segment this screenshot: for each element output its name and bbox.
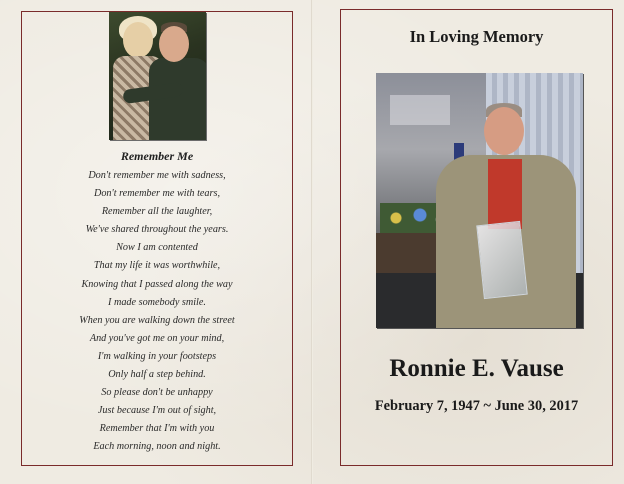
poem-line: We've shared throughout the years. bbox=[85, 224, 229, 236]
poem-line: Each morning, noon and night. bbox=[93, 441, 221, 453]
center-fold bbox=[311, 0, 313, 484]
poem-line: That my life it was worthwhile, bbox=[93, 260, 221, 272]
poem-line: I made somebody smile. bbox=[108, 296, 206, 308]
poem-line: So please don't be unhappy bbox=[101, 387, 213, 399]
poem-line: Now I am contented bbox=[116, 242, 198, 254]
poem-line: Don't remember me with tears, bbox=[93, 188, 220, 200]
poem-line: Just because I'm out of sight, bbox=[97, 405, 217, 417]
poem-line: Remember that I'm with you bbox=[99, 423, 215, 435]
poem-line: When you are walking down the street bbox=[79, 314, 235, 326]
poem-title: Remember Me bbox=[120, 149, 194, 163]
poem-line: Only half a step behind. bbox=[108, 369, 206, 381]
poem-line: I'm walking in your footsteps bbox=[97, 350, 217, 362]
poem-text bbox=[22, 167, 292, 457]
poem-line: And you've got me on your mind, bbox=[89, 332, 225, 344]
poem-line: Knowing that I passed along the way bbox=[81, 278, 233, 290]
portrait-photo bbox=[376, 73, 583, 328]
life-dates: February 7, 1947 ~ June 30, 2017 bbox=[374, 398, 579, 414]
in-loving-memory-heading: In Loving Memory bbox=[409, 27, 544, 46]
poem-line: Don't remember me with sadness, bbox=[88, 170, 226, 181]
deceased-name: Ronnie E. Vause bbox=[389, 355, 564, 382]
poem-line: Remember all the laughter, bbox=[101, 206, 213, 218]
couple-photo bbox=[109, 12, 206, 140]
